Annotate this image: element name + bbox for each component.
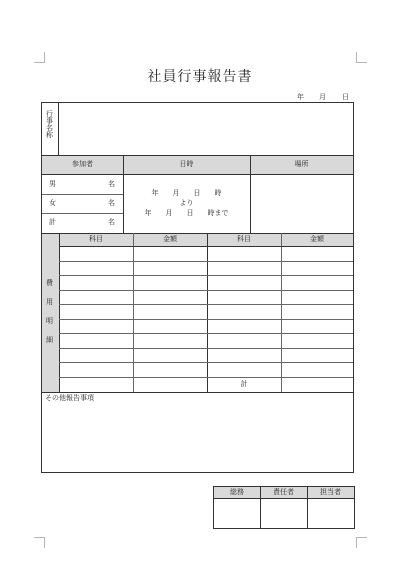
approval-col-person-in-charge: 担当者 [320, 488, 341, 496]
line [59, 348, 353, 349]
line [59, 233, 60, 392]
notes-label: その他報告事項 [45, 394, 94, 402]
seal-field-manager[interactable] [261, 499, 307, 528]
line [59, 261, 353, 262]
datetime-from: 年 月 日 時 [151, 189, 222, 197]
male-count-field[interactable] [56, 175, 106, 193]
line [42, 233, 353, 234]
line [59, 246, 353, 247]
crop-mark-bottom-right [356, 537, 367, 548]
notes-field[interactable] [42, 405, 353, 472]
female-unit: 名 [108, 199, 115, 207]
date-month-label: 月 [319, 93, 326, 101]
approval-col-general-affairs: 総務 [230, 488, 244, 496]
line [59, 275, 353, 276]
event-name-label: 行 事 名 称 [46, 110, 53, 139]
participants-header: 参加者 [72, 160, 93, 168]
line [59, 319, 353, 320]
event-name-field[interactable] [59, 103, 353, 155]
expense-total-label: 計 [240, 380, 248, 388]
expense-col-amount-1: 金額 [163, 235, 177, 243]
line [59, 362, 353, 363]
seal-field-person-in-charge[interactable] [308, 499, 354, 528]
female-label: 女 [49, 199, 56, 207]
line [281, 233, 282, 392]
female-count-field[interactable] [56, 195, 106, 213]
line [133, 233, 134, 392]
document-title: 社員行事報告書 [147, 69, 253, 85]
crop-mark-top-left [34, 52, 45, 63]
seal-field-general-affairs[interactable] [214, 499, 260, 528]
line [59, 290, 353, 291]
total-unit: 名 [108, 218, 115, 226]
male-unit: 名 [108, 180, 115, 188]
datetime-header: 日時 [179, 160, 194, 168]
expense-col-item-2: 科目 [237, 235, 251, 243]
approval-seal-box [213, 486, 355, 529]
total-count-field[interactable] [56, 214, 106, 232]
line [207, 233, 208, 392]
crop-mark-bottom-left [34, 537, 45, 548]
crop-mark-top-right [356, 52, 367, 63]
approval-col-manager: 責任者 [273, 488, 294, 496]
date-day-label: 日 [342, 93, 349, 101]
male-label: 男 [49, 180, 56, 188]
expense-side-label: 費 用 明 細 [46, 279, 53, 344]
expense-total-field[interactable] [282, 378, 353, 392]
expense-col-item-1: 科目 [89, 235, 103, 243]
report-form [41, 102, 354, 473]
date-year-label: 年 [297, 93, 304, 101]
line [59, 333, 353, 334]
total-label: 計 [49, 218, 56, 226]
line [42, 155, 353, 156]
place-header: 場所 [294, 160, 309, 168]
line [59, 304, 353, 305]
datetime-to: 年 月 日 時まで [144, 209, 229, 217]
place-field[interactable] [251, 175, 353, 232]
expense-col-amount-2: 金額 [310, 235, 324, 243]
datetime-connector: より [179, 199, 194, 207]
line [42, 392, 353, 393]
